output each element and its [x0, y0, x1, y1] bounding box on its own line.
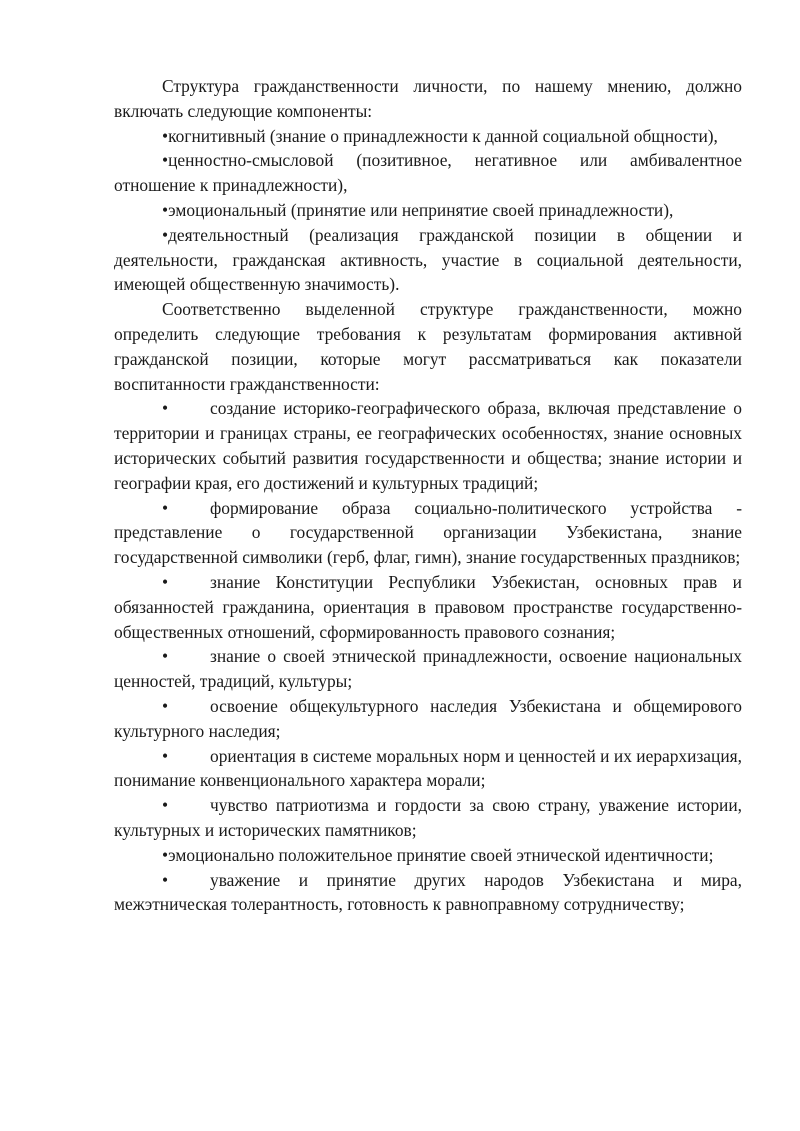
bullet-text: освоение общекультурного наследия Узбекистана и общемирового культурного наследия;	[114, 695, 742, 741]
bullet-marker: •	[162, 497, 169, 518]
bullet-item	[114, 868, 742, 918]
bullet-marker: •	[162, 695, 169, 716]
bullet-text: ориентация в системе моральных норм и ценностей и их иерархизация, понимание конвенционального характера морали;	[114, 745, 742, 791]
paragraph: •эмоционально положительное принятие своей этнической идентичности;	[162, 844, 714, 865]
paragraph: •когнитивный (знание о принадлежности к данной социальной общности),	[162, 125, 718, 146]
paragraph: •ценностно-смысловой (позитивное, негативное или амбивалентное отношение к принадлежности),	[114, 150, 742, 196]
bullet-marker: •	[162, 571, 169, 592]
bullet-item	[114, 644, 742, 694]
bullet-text: формирование образа социально-политического устройства - представление о государственной организации Узбекистана, знание государственной символики (герб, флаг, гимн), знание государственных праздников;	[114, 497, 742, 568]
bullet-marker: •	[162, 795, 169, 816]
paragraph: •эмоциональный (принятие или непринятие своей принадлежности),	[162, 199, 674, 220]
bullet-marker: •	[162, 646, 169, 667]
bullet-text: уважение и принятие других народов Узбекистана и мира, межэтническая толерантность, готовность к равноправному сотрудничеству;	[114, 869, 742, 915]
document-page	[114, 74, 742, 917]
bullet-marker: •	[162, 745, 169, 766]
bullet-item	[114, 744, 742, 794]
bullet-marker: •	[162, 869, 169, 890]
bullet-item	[114, 570, 742, 644]
bullet-text: создание историко-географического образа, включая представление о территории и границах страны, ее географических особенностях, знание основных исторических событий развития государственности и общества; знание истории и географии края, его достижений и культурных традиций;	[114, 398, 742, 493]
paragraph: •деятельностный (реализация гражданской позиции в общении и деятельности, гражданская активность, участие в социальной деятельности, имеющей общественную значимость).	[114, 224, 742, 295]
bullet-text: чувство патриотизма и гордости за свою страну, уважение истории, культурных и исторических памятников;	[114, 795, 742, 840]
paragraph: Структура гражданственности личности, по нашему мнению, должно включать следующие компоненты:	[114, 76, 742, 121]
paragraph: Соответственно выделенной структуре гражданственности, можно определить следующие требования к результатам формирования активной гражданской позиции, которые могут рассматриваться как показатели воспитанности гражданственности:	[114, 299, 742, 394]
bullet-item	[114, 694, 742, 744]
bullet-item	[114, 793, 742, 843]
bullet-text: знание Конституции Республики Узбекистан, основных прав и обязанностей гражданина, ориентация в правовом пространстве государственно-общественных отношений, сформированность правового сознания;	[114, 571, 742, 642]
bullet-marker: •	[162, 398, 169, 419]
bullet-text: знание о своей этнической принадлежности, освоение национальных ценностей, традиций, культуры;	[114, 646, 742, 692]
bullet-item	[114, 496, 742, 570]
bullet-item	[114, 396, 742, 495]
